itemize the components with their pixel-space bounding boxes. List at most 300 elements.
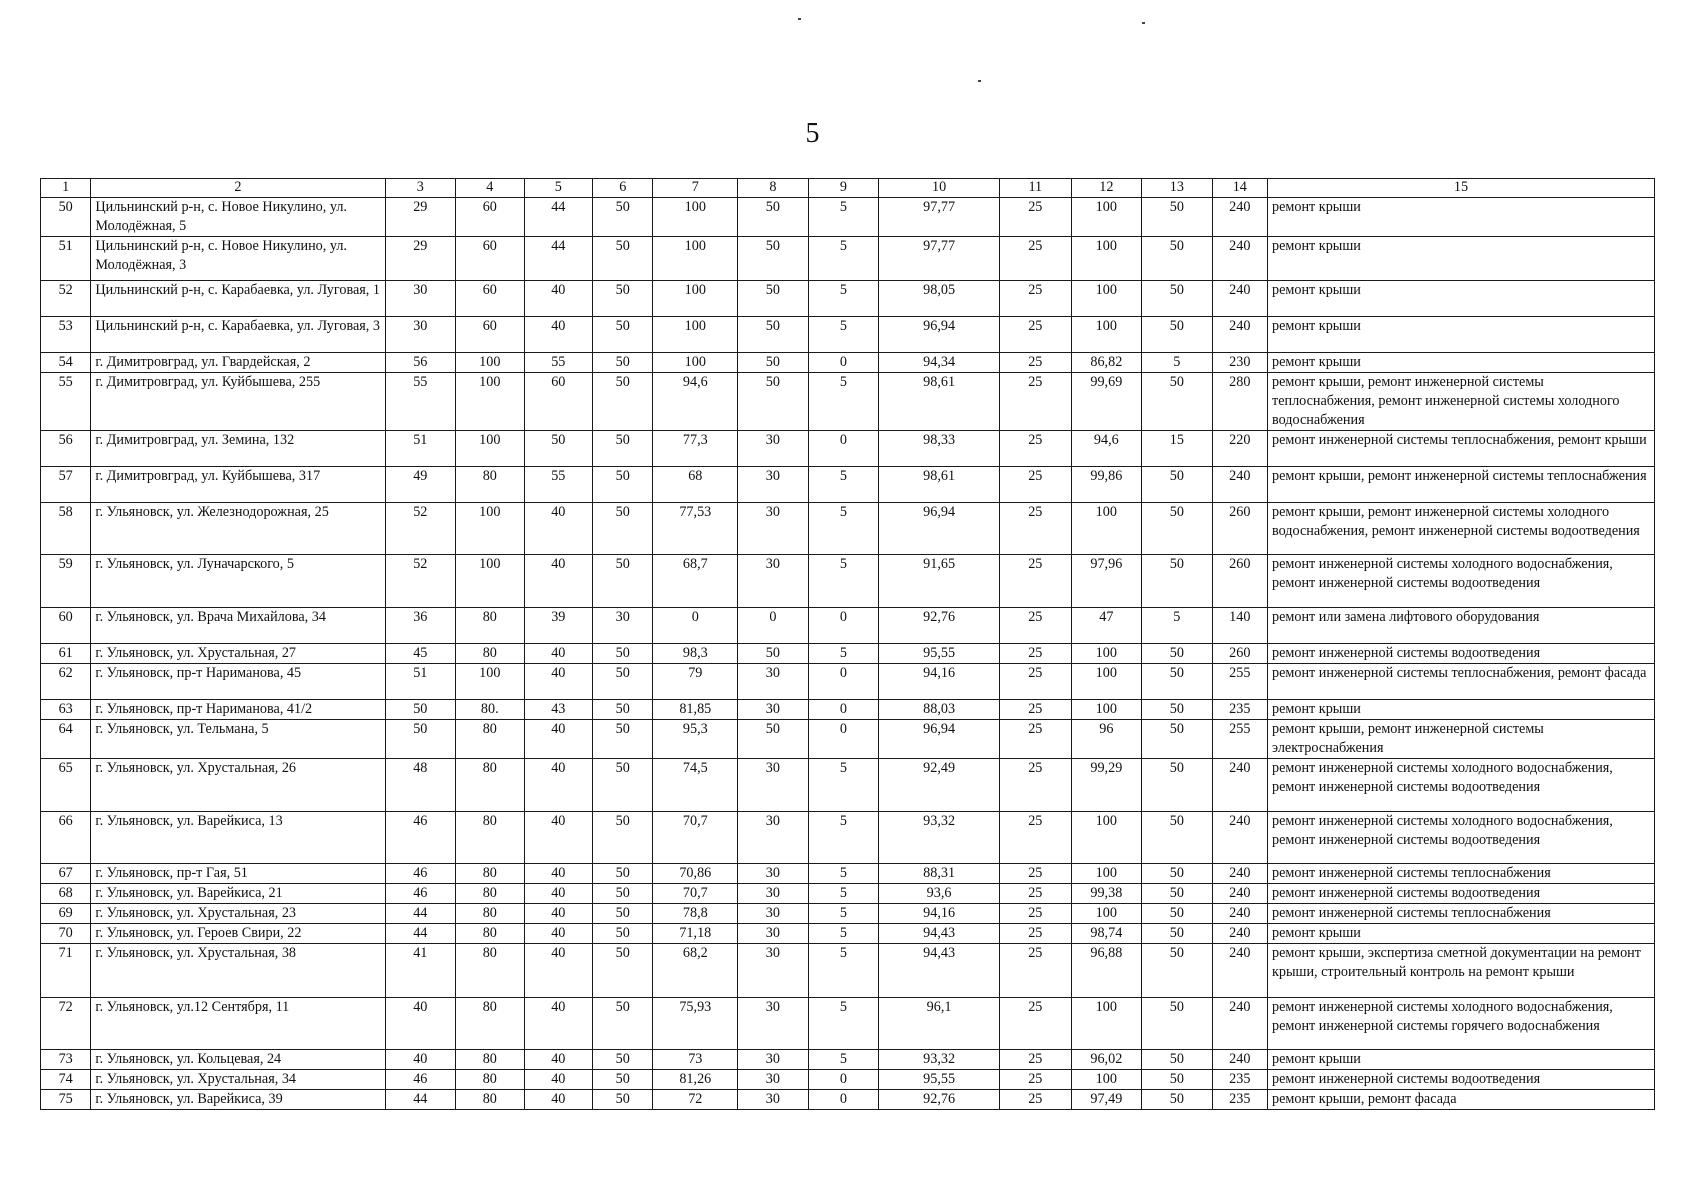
scan-speck <box>798 18 801 20</box>
col-3-cell: 36 <box>385 608 456 644</box>
row-number-cell: 71 <box>41 944 91 998</box>
col-10-cell: 91,65 <box>879 555 1000 608</box>
row-number-cell: 50 <box>41 198 91 237</box>
row-number-cell: 75 <box>41 1090 91 1110</box>
col-5-cell: 40 <box>524 1070 593 1090</box>
table-row <box>41 1070 1655 1090</box>
address-cell: г. Ульяновск, ул. Луначарского, 5 <box>91 555 385 608</box>
col-9-cell: 0 <box>808 1070 879 1090</box>
col-5-cell: 40 <box>524 664 593 700</box>
col-5-cell: 40 <box>524 503 593 555</box>
table-row <box>41 555 1655 608</box>
work-type-cell: ремонт крыши <box>1268 237 1655 281</box>
address-cell: Цильнинский р-н, с. Новое Никулино, ул. Молодёжная, 5 <box>91 198 385 237</box>
col-8-cell: 50 <box>738 281 809 317</box>
col-9-cell: 0 <box>808 353 879 373</box>
col-5-cell: 40 <box>524 1090 593 1110</box>
col-14-cell: 230 <box>1212 353 1267 373</box>
col-8-cell: 30 <box>738 1090 809 1110</box>
col-7-cell: 77,3 <box>653 431 738 467</box>
column-header-3: 3 <box>385 179 456 198</box>
col-13-cell: 50 <box>1142 884 1213 904</box>
col-10-cell: 95,55 <box>879 644 1000 664</box>
work-type-cell: ремонт инженерной системы водоотведения <box>1268 1070 1655 1090</box>
col-5-cell: 39 <box>524 608 593 644</box>
col-5-cell: 40 <box>524 884 593 904</box>
table-row <box>41 720 1655 759</box>
col-5-cell: 40 <box>524 944 593 998</box>
col-14-cell: 240 <box>1212 864 1267 884</box>
col-4-cell: 100 <box>456 555 525 608</box>
col-14-cell: 240 <box>1212 944 1267 998</box>
col-8-cell: 30 <box>738 700 809 720</box>
col-3-cell: 44 <box>385 904 456 924</box>
col-12-cell: 100 <box>1071 237 1142 281</box>
col-10-cell: 96,94 <box>879 720 1000 759</box>
table-row <box>41 904 1655 924</box>
work-type-cell: ремонт или замена лифтового оборудования <box>1268 608 1655 644</box>
row-number-cell: 67 <box>41 864 91 884</box>
col-11-cell: 25 <box>1000 759 1072 812</box>
column-header-15: 15 <box>1268 179 1655 198</box>
col-8-cell: 30 <box>738 503 809 555</box>
col-6-cell: 50 <box>593 555 653 608</box>
table-row <box>41 1090 1655 1110</box>
col-12-cell: 99,38 <box>1071 884 1142 904</box>
work-type-cell: ремонт крыши <box>1268 353 1655 373</box>
col-3-cell: 30 <box>385 317 456 353</box>
col-5-cell: 55 <box>524 353 593 373</box>
col-8-cell: 50 <box>738 317 809 353</box>
col-14-cell: 240 <box>1212 924 1267 944</box>
col-6-cell: 50 <box>593 1090 653 1110</box>
col-12-cell: 100 <box>1071 700 1142 720</box>
col-14-cell: 235 <box>1212 700 1267 720</box>
address-cell: г. Ульяновск, пр-т Нариманова, 41/2 <box>91 700 385 720</box>
col-12-cell: 100 <box>1071 317 1142 353</box>
col-8-cell: 50 <box>738 198 809 237</box>
work-type-cell: ремонт крыши <box>1268 281 1655 317</box>
col-11-cell: 25 <box>1000 555 1072 608</box>
table-row <box>41 924 1655 944</box>
col-7-cell: 72 <box>653 1090 738 1110</box>
col-5-cell: 40 <box>524 1050 593 1070</box>
col-9-cell: 5 <box>808 944 879 998</box>
col-5-cell: 40 <box>524 317 593 353</box>
col-12-cell: 47 <box>1071 608 1142 644</box>
address-cell: г. Ульяновск, ул. Хрустальная, 34 <box>91 1070 385 1090</box>
col-3-cell: 40 <box>385 998 456 1050</box>
column-header-12: 12 <box>1071 179 1142 198</box>
row-number-cell: 58 <box>41 503 91 555</box>
col-14-cell: 260 <box>1212 644 1267 664</box>
table-row <box>41 664 1655 700</box>
row-number-cell: 66 <box>41 812 91 864</box>
col-14-cell: 220 <box>1212 431 1267 467</box>
column-header-1: 1 <box>41 179 91 198</box>
table-row <box>41 503 1655 555</box>
col-7-cell: 79 <box>653 664 738 700</box>
col-7-cell: 71,18 <box>653 924 738 944</box>
col-11-cell: 25 <box>1000 198 1072 237</box>
col-12-cell: 100 <box>1071 644 1142 664</box>
row-number-cell: 57 <box>41 467 91 503</box>
col-8-cell: 30 <box>738 431 809 467</box>
work-type-cell: ремонт инженерной системы теплоснабжения <box>1268 904 1655 924</box>
col-9-cell: 0 <box>808 431 879 467</box>
col-6-cell: 50 <box>593 998 653 1050</box>
col-13-cell: 50 <box>1142 720 1213 759</box>
col-5-cell: 40 <box>524 864 593 884</box>
col-10-cell: 97,77 <box>879 198 1000 237</box>
work-type-cell: ремонт крыши <box>1268 700 1655 720</box>
col-12-cell: 94,6 <box>1071 431 1142 467</box>
col-11-cell: 25 <box>1000 720 1072 759</box>
col-8-cell: 30 <box>738 904 809 924</box>
col-11-cell: 25 <box>1000 317 1072 353</box>
col-11-cell: 25 <box>1000 924 1072 944</box>
col-6-cell: 50 <box>593 373 653 431</box>
col-7-cell: 81,85 <box>653 700 738 720</box>
col-3-cell: 41 <box>385 944 456 998</box>
col-5-cell: 43 <box>524 700 593 720</box>
row-number-cell: 53 <box>41 317 91 353</box>
col-10-cell: 98,61 <box>879 467 1000 503</box>
col-13-cell: 50 <box>1142 924 1213 944</box>
col-7-cell: 0 <box>653 608 738 644</box>
address-cell: г. Ульяновск, ул. Железнодорожная, 25 <box>91 503 385 555</box>
col-8-cell: 30 <box>738 998 809 1050</box>
col-6-cell: 50 <box>593 431 653 467</box>
col-4-cell: 100 <box>456 353 525 373</box>
col-7-cell: 81,26 <box>653 1070 738 1090</box>
col-11-cell: 25 <box>1000 884 1072 904</box>
data-table <box>40 178 1655 1110</box>
row-number-cell: 63 <box>41 700 91 720</box>
col-12-cell: 96,02 <box>1071 1050 1142 1070</box>
col-6-cell: 50 <box>593 924 653 944</box>
table-row <box>41 812 1655 864</box>
col-10-cell: 92,76 <box>879 1090 1000 1110</box>
col-10-cell: 93,32 <box>879 812 1000 864</box>
col-14-cell: 240 <box>1212 237 1267 281</box>
col-7-cell: 74,5 <box>653 759 738 812</box>
col-13-cell: 50 <box>1142 759 1213 812</box>
col-9-cell: 5 <box>808 198 879 237</box>
col-10-cell: 97,77 <box>879 237 1000 281</box>
row-number-cell: 70 <box>41 924 91 944</box>
col-11-cell: 25 <box>1000 353 1072 373</box>
col-14-cell: 240 <box>1212 812 1267 864</box>
col-3-cell: 45 <box>385 644 456 664</box>
col-3-cell: 50 <box>385 700 456 720</box>
col-9-cell: 5 <box>808 864 879 884</box>
col-12-cell: 96 <box>1071 720 1142 759</box>
col-12-cell: 100 <box>1071 864 1142 884</box>
table-row <box>41 608 1655 644</box>
col-6-cell: 50 <box>593 720 653 759</box>
col-6-cell: 50 <box>593 864 653 884</box>
col-6-cell: 50 <box>593 812 653 864</box>
col-3-cell: 44 <box>385 924 456 944</box>
col-14-cell: 240 <box>1212 317 1267 353</box>
col-4-cell: 100 <box>456 373 525 431</box>
col-6-cell: 50 <box>593 198 653 237</box>
column-header-2: 2 <box>91 179 385 198</box>
col-3-cell: 56 <box>385 353 456 373</box>
address-cell: Цильнинский р-н, с. Карабаевка, ул. Луговая, 3 <box>91 317 385 353</box>
col-5-cell: 40 <box>524 904 593 924</box>
col-12-cell: 100 <box>1071 664 1142 700</box>
address-cell: г. Ульяновск, ул. Героев Свири, 22 <box>91 924 385 944</box>
col-11-cell: 25 <box>1000 467 1072 503</box>
column-header-14: 14 <box>1212 179 1267 198</box>
col-8-cell: 30 <box>738 467 809 503</box>
col-9-cell: 5 <box>808 373 879 431</box>
col-7-cell: 68,7 <box>653 555 738 608</box>
table-row <box>41 317 1655 353</box>
col-6-cell: 50 <box>593 317 653 353</box>
col-11-cell: 25 <box>1000 1070 1072 1090</box>
col-5-cell: 40 <box>524 759 593 812</box>
col-11-cell: 25 <box>1000 644 1072 664</box>
col-9-cell: 5 <box>808 317 879 353</box>
address-cell: г. Ульяновск, ул. Хрустальная, 23 <box>91 904 385 924</box>
col-11-cell: 25 <box>1000 237 1072 281</box>
col-6-cell: 50 <box>593 467 653 503</box>
col-9-cell: 5 <box>808 812 879 864</box>
col-11-cell: 25 <box>1000 431 1072 467</box>
col-14-cell: 240 <box>1212 904 1267 924</box>
col-6-cell: 50 <box>593 281 653 317</box>
table-row <box>41 864 1655 884</box>
col-5-cell: 40 <box>524 924 593 944</box>
col-12-cell: 96,88 <box>1071 944 1142 998</box>
row-number-cell: 69 <box>41 904 91 924</box>
col-10-cell: 98,05 <box>879 281 1000 317</box>
work-type-cell: ремонт инженерной системы теплоснабжения <box>1268 864 1655 884</box>
col-12-cell: 100 <box>1071 904 1142 924</box>
col-8-cell: 30 <box>738 759 809 812</box>
col-14-cell: 140 <box>1212 608 1267 644</box>
col-10-cell: 94,43 <box>879 944 1000 998</box>
col-7-cell: 100 <box>653 317 738 353</box>
col-7-cell: 68,2 <box>653 944 738 998</box>
col-8-cell: 30 <box>738 1050 809 1070</box>
address-cell: г. Ульяновск, пр-т Гая, 51 <box>91 864 385 884</box>
col-4-cell: 80 <box>456 924 525 944</box>
col-5-cell: 40 <box>524 555 593 608</box>
col-4-cell: 80 <box>456 904 525 924</box>
col-11-cell: 25 <box>1000 608 1072 644</box>
col-3-cell: 46 <box>385 884 456 904</box>
col-13-cell: 15 <box>1142 431 1213 467</box>
col-14-cell: 255 <box>1212 664 1267 700</box>
col-13-cell: 50 <box>1142 812 1213 864</box>
col-6-cell: 30 <box>593 608 653 644</box>
col-10-cell: 93,6 <box>879 884 1000 904</box>
col-8-cell: 30 <box>738 864 809 884</box>
work-type-cell: ремонт инженерной системы водоотведения <box>1268 884 1655 904</box>
row-number-cell: 55 <box>41 373 91 431</box>
col-3-cell: 51 <box>385 431 456 467</box>
col-9-cell: 5 <box>808 884 879 904</box>
col-9-cell: 5 <box>808 904 879 924</box>
scan-speck <box>978 80 981 82</box>
col-9-cell: 0 <box>808 1090 879 1110</box>
col-11-cell: 25 <box>1000 664 1072 700</box>
col-8-cell: 30 <box>738 555 809 608</box>
column-header-8: 8 <box>738 179 809 198</box>
col-9-cell: 0 <box>808 700 879 720</box>
col-3-cell: 52 <box>385 555 456 608</box>
col-10-cell: 93,32 <box>879 1050 1000 1070</box>
address-cell: г. Димитровград, ул. Земина, 132 <box>91 431 385 467</box>
col-4-cell: 80 <box>456 944 525 998</box>
col-13-cell: 5 <box>1142 608 1213 644</box>
table-row <box>41 1050 1655 1070</box>
col-13-cell: 50 <box>1142 317 1213 353</box>
col-14-cell: 280 <box>1212 373 1267 431</box>
work-type-cell: ремонт крыши, ремонт фасада <box>1268 1090 1655 1110</box>
work-type-cell: ремонт крыши <box>1268 198 1655 237</box>
col-9-cell: 5 <box>808 1050 879 1070</box>
col-10-cell: 98,33 <box>879 431 1000 467</box>
col-5-cell: 44 <box>524 237 593 281</box>
column-header-9: 9 <box>808 179 879 198</box>
col-14-cell: 240 <box>1212 884 1267 904</box>
col-13-cell: 50 <box>1142 644 1213 664</box>
col-6-cell: 50 <box>593 884 653 904</box>
table-row <box>41 944 1655 998</box>
table-row <box>41 281 1655 317</box>
col-13-cell: 50 <box>1142 904 1213 924</box>
work-type-cell: ремонт крыши <box>1268 1050 1655 1070</box>
col-13-cell: 50 <box>1142 373 1213 431</box>
col-6-cell: 50 <box>593 759 653 812</box>
col-12-cell: 100 <box>1071 998 1142 1050</box>
table-row <box>41 353 1655 373</box>
work-type-cell: ремонт крыши <box>1268 317 1655 353</box>
row-number-cell: 59 <box>41 555 91 608</box>
column-header-13: 13 <box>1142 179 1213 198</box>
col-13-cell: 50 <box>1142 1090 1213 1110</box>
row-number-cell: 65 <box>41 759 91 812</box>
col-7-cell: 94,6 <box>653 373 738 431</box>
col-9-cell: 0 <box>808 664 879 700</box>
address-cell: г. Ульяновск, ул. Хрустальная, 38 <box>91 944 385 998</box>
col-12-cell: 86,82 <box>1071 353 1142 373</box>
col-3-cell: 30 <box>385 281 456 317</box>
col-11-cell: 25 <box>1000 281 1072 317</box>
col-12-cell: 100 <box>1071 812 1142 864</box>
col-12-cell: 100 <box>1071 281 1142 317</box>
col-13-cell: 50 <box>1142 281 1213 317</box>
address-cell: г. Ульяновск, ул. Тельмана, 5 <box>91 720 385 759</box>
col-4-cell: 80 <box>456 884 525 904</box>
col-3-cell: 50 <box>385 720 456 759</box>
col-12-cell: 100 <box>1071 503 1142 555</box>
col-12-cell: 98,74 <box>1071 924 1142 944</box>
col-6-cell: 50 <box>593 503 653 555</box>
col-13-cell: 50 <box>1142 555 1213 608</box>
col-13-cell: 50 <box>1142 467 1213 503</box>
col-14-cell: 240 <box>1212 759 1267 812</box>
col-11-cell: 25 <box>1000 864 1072 884</box>
col-8-cell: 30 <box>738 924 809 944</box>
col-7-cell: 75,93 <box>653 998 738 1050</box>
address-cell: Цильнинский р-н, с. Карабаевка, ул. Луговая, 1 <box>91 281 385 317</box>
col-11-cell: 25 <box>1000 503 1072 555</box>
col-13-cell: 50 <box>1142 944 1213 998</box>
col-11-cell: 25 <box>1000 700 1072 720</box>
col-6-cell: 50 <box>593 904 653 924</box>
col-13-cell: 50 <box>1142 998 1213 1050</box>
work-type-cell: ремонт крыши, экспертиза сметной документации на ремонт крыши, строительный контроль на ремонт крыши <box>1268 944 1655 998</box>
col-5-cell: 40 <box>524 812 593 864</box>
col-7-cell: 70,7 <box>653 884 738 904</box>
col-3-cell: 52 <box>385 503 456 555</box>
table-row <box>41 373 1655 431</box>
col-5-cell: 44 <box>524 198 593 237</box>
col-11-cell: 25 <box>1000 1090 1072 1110</box>
col-9-cell: 5 <box>808 759 879 812</box>
col-4-cell: 100 <box>456 664 525 700</box>
row-number-cell: 52 <box>41 281 91 317</box>
col-5-cell: 40 <box>524 998 593 1050</box>
col-12-cell: 97,96 <box>1071 555 1142 608</box>
row-number-cell: 68 <box>41 884 91 904</box>
column-header-6: 6 <box>593 179 653 198</box>
col-10-cell: 96,1 <box>879 998 1000 1050</box>
address-cell: г. Ульяновск, ул. Кольцевая, 24 <box>91 1050 385 1070</box>
col-4-cell: 100 <box>456 503 525 555</box>
row-number-cell: 56 <box>41 431 91 467</box>
work-type-cell: ремонт инженерной системы холодного водоснабжения, ремонт инженерной системы водоотведения <box>1268 555 1655 608</box>
col-14-cell: 260 <box>1212 555 1267 608</box>
table-row <box>41 644 1655 664</box>
col-7-cell: 100 <box>653 237 738 281</box>
address-cell: г. Димитровград, ул. Гвардейская, 2 <box>91 353 385 373</box>
address-cell: г. Ульяновск, ул. Хрустальная, 27 <box>91 644 385 664</box>
work-type-cell: ремонт крыши, ремонт инженерной системы электроснабжения <box>1268 720 1655 759</box>
table-row <box>41 759 1655 812</box>
col-13-cell: 50 <box>1142 700 1213 720</box>
col-5-cell: 40 <box>524 720 593 759</box>
work-type-cell: ремонт инженерной системы теплоснабжения, ремонт фасада <box>1268 664 1655 700</box>
row-number-cell: 73 <box>41 1050 91 1070</box>
col-4-cell: 80 <box>456 608 525 644</box>
address-cell: г. Ульяновск, ул.12 Сентября, 11 <box>91 998 385 1050</box>
col-7-cell: 78,8 <box>653 904 738 924</box>
col-6-cell: 50 <box>593 944 653 998</box>
table-row <box>41 237 1655 281</box>
col-11-cell: 25 <box>1000 944 1072 998</box>
page-number: 5 <box>805 118 820 149</box>
address-cell: Цильнинский р-н, с. Новое Никулино, ул. Молодёжная, 3 <box>91 237 385 281</box>
col-13-cell: 50 <box>1142 503 1213 555</box>
work-type-cell: ремонт крыши, ремонт инженерной системы холодного водоснабжения, ремонт инженерной системы водоотведения <box>1268 503 1655 555</box>
col-10-cell: 92,49 <box>879 759 1000 812</box>
work-type-cell: ремонт инженерной системы водоотведения <box>1268 644 1655 664</box>
col-3-cell: 44 <box>385 1090 456 1110</box>
col-4-cell: 80 <box>456 1090 525 1110</box>
col-3-cell: 49 <box>385 467 456 503</box>
col-5-cell: 40 <box>524 281 593 317</box>
col-10-cell: 96,94 <box>879 503 1000 555</box>
row-number-cell: 64 <box>41 720 91 759</box>
col-3-cell: 29 <box>385 198 456 237</box>
